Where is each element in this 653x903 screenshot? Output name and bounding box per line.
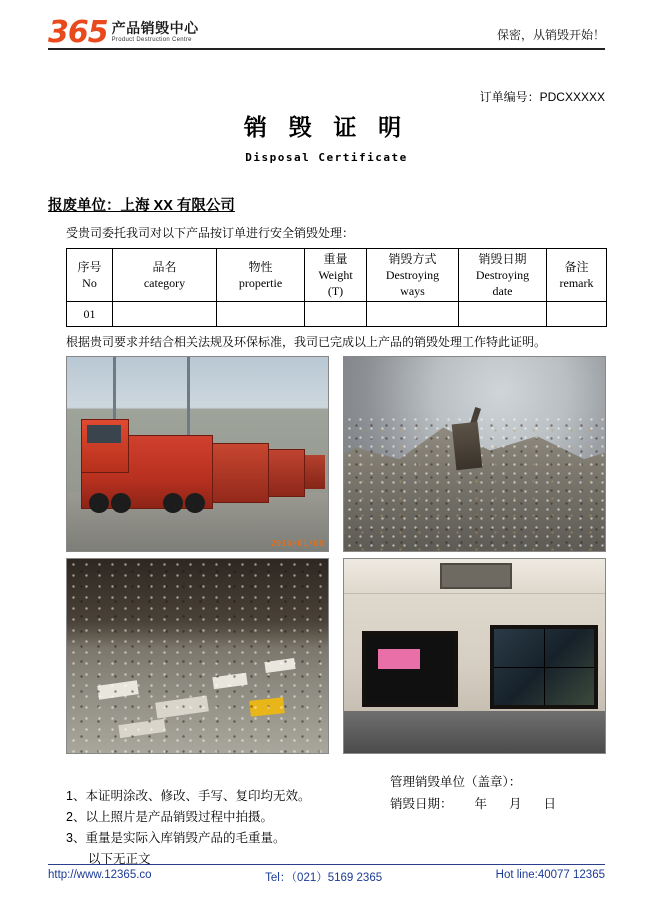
header-cn: 销毁方式	[388, 252, 437, 266]
signature-date-line	[390, 793, 605, 815]
table-header-cell	[305, 249, 367, 302]
table-cell-properties	[217, 302, 305, 327]
scrapping-unit-value: 上海 XX 有限公司	[120, 198, 235, 214]
header-en: No	[82, 276, 97, 290]
table-cell-no: 01	[67, 302, 113, 327]
entrust-statement: 受贵司委托我司对以下产品按订单进行安全销毁处理：	[66, 226, 355, 240]
table-cell-date	[459, 302, 547, 327]
header-en: Destroying	[475, 268, 530, 282]
order-number-label: 订单编号：	[479, 90, 540, 104]
company-logo	[48, 15, 199, 50]
photo-monitor-room	[343, 558, 606, 754]
certification-statement: 根据贵司要求并结合相关法规及环保标准，我司已完成以上产品的销毁处理工作特此证明。	[66, 335, 547, 349]
table-cell-category	[113, 302, 217, 327]
header-cn: 序号	[77, 260, 102, 274]
order-number	[48, 88, 605, 105]
signature-block	[390, 771, 605, 815]
signature-day: 日	[543, 797, 557, 811]
photo-grid	[66, 356, 606, 754]
header-en: propertie	[238, 276, 283, 290]
header-en: category	[143, 276, 186, 290]
table-header-cell	[217, 249, 305, 302]
header-cn: 备注	[564, 260, 589, 274]
photo-timestamp: 2014/01/08	[270, 539, 324, 548]
header-en-2: (T)	[327, 284, 344, 298]
order-number-value: PDCXXXXX	[539, 90, 605, 104]
table-header-cell	[113, 249, 217, 302]
header-cn: 品名	[152, 260, 177, 274]
footer-hotline: Hot line:40077 12365	[495, 869, 605, 881]
page-header	[48, 0, 605, 70]
signature-month: 月	[509, 797, 522, 811]
table-cell-weight	[305, 302, 367, 327]
table-header-row	[67, 249, 607, 302]
header-en-2: ways	[400, 284, 425, 298]
header-en-2: date	[492, 284, 513, 298]
photo-debris	[66, 558, 329, 754]
scrapping-unit-label: 报废单位：	[48, 198, 121, 214]
footnote-1: 1、本证明涂改、修改、手写、复印均无效。	[66, 789, 311, 803]
scrapping-unit	[48, 194, 605, 215]
table-cell-remark	[547, 302, 607, 327]
header-cn: 物性	[248, 260, 273, 274]
table-header-cell	[67, 249, 113, 302]
footer-website[interactable]: http://www.12365.co	[48, 869, 152, 881]
footer-contacts	[48, 869, 605, 885]
header-en: Weight	[318, 268, 353, 282]
photo-trucks	[66, 356, 329, 552]
signature-date-label: 销毁日期：	[390, 797, 453, 811]
footnote-end: 以下无正文	[88, 852, 151, 866]
table-header-cell	[367, 249, 459, 302]
signature-unit-label: 管理销毁单位（盖章）：	[390, 775, 522, 789]
footer-tel: Tel：（021）5169 2365	[265, 872, 383, 884]
page-title-en: Disposal Certificate	[245, 151, 408, 164]
photo-row-2	[66, 558, 606, 754]
logo-company-cn: 产品销毁中心	[111, 20, 199, 36]
page-title: 销 毁 证 明	[243, 115, 410, 140]
header-slogan: 保密，从销毁开始！	[496, 28, 605, 42]
table-header-cell	[547, 249, 607, 302]
footnote-3: 3、重量是实际入库销毁产品的毛重量。	[66, 831, 286, 845]
table-cell-ways	[367, 302, 459, 327]
logo-company-en: Product Destruction Centre	[111, 37, 192, 43]
signature-year: 年	[474, 797, 488, 811]
header-cn: 销毁日期	[478, 252, 527, 266]
products-table	[66, 248, 607, 327]
table-header-cell	[459, 249, 547, 302]
logo-number: 365	[48, 15, 108, 50]
table-row	[67, 302, 607, 327]
header-en: remark	[559, 276, 594, 290]
header-divider	[48, 48, 605, 50]
footer-divider	[48, 864, 605, 865]
logo-text-block	[112, 18, 199, 45]
photo-landfill	[343, 356, 606, 552]
header-cn: 重量	[323, 252, 348, 266]
footnote-2: 2、以上照片是产品销毁过程中拍摄。	[66, 810, 273, 824]
photo-row-1	[66, 356, 606, 552]
header-en: Destroying	[385, 268, 440, 282]
